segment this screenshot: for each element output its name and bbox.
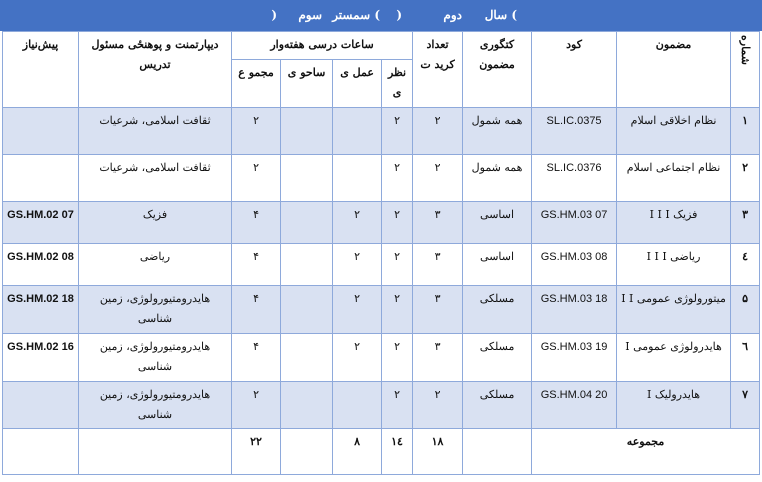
totals-credits: ۱۸ — [413, 429, 463, 475]
prerequisite-cell — [3, 382, 79, 429]
department-cell: فزیک — [79, 202, 232, 244]
row-number: ۱ — [731, 108, 760, 155]
totals-hours-empty — [281, 429, 333, 475]
category-cell: مسلکی — [463, 334, 532, 382]
header-number: شماره — [731, 32, 760, 108]
row-number: ۲ — [731, 155, 760, 202]
prerequisite-cell: GS.HM.02 08 — [3, 244, 79, 286]
header-weekly-hours: ساعات درسی هفته‌وار — [232, 32, 413, 60]
theory-cell: ۲ — [382, 334, 413, 382]
total-cell: ۴ — [232, 244, 281, 286]
header-practical: عمل ی — [333, 60, 382, 108]
hours-cell — [281, 202, 333, 244]
header-prerequisite: پیش‌نیاز — [3, 32, 79, 108]
hours-cell — [281, 108, 333, 155]
category-cell: همه شمول — [463, 108, 532, 155]
category-cell: اساسی — [463, 244, 532, 286]
credits-cell: ۲ — [413, 108, 463, 155]
practical-cell — [333, 108, 382, 155]
year-label: سال ( — [484, 8, 517, 22]
hours-cell — [281, 286, 333, 334]
code-cell: GS.HM.03 08 — [532, 244, 617, 286]
department-cell: ثقافت اسلامی، شرعیات — [79, 108, 232, 155]
table-row — [3, 382, 760, 429]
category-cell: اساسی — [463, 202, 532, 244]
table-row — [3, 334, 760, 382]
header-row — [3, 32, 760, 60]
subject-cell: ریاضی I I I — [617, 244, 731, 286]
category-cell: مسلکی — [463, 382, 532, 429]
department-cell: هایدرومتیورولوژی، زمین شناسی — [79, 286, 232, 334]
row-number: ٤ — [731, 244, 760, 286]
practical-cell: ۲ — [333, 286, 382, 334]
credits-cell: ۳ — [413, 202, 463, 244]
header-department: دیپارتمنت و پوهنځی مسئول تدریس — [79, 32, 232, 108]
theory-cell: ۲ — [382, 155, 413, 202]
practical-cell: ۲ — [333, 334, 382, 382]
department-cell: ثقافت اسلامی، شرعیات — [79, 155, 232, 202]
year-close: ) — [396, 8, 402, 22]
prerequisite-cell — [3, 108, 79, 155]
totals-theory: ۱٤ — [382, 429, 413, 475]
hours-cell — [281, 155, 333, 202]
header-code: کود — [532, 32, 617, 108]
title-bar — [0, 0, 762, 31]
header-credits: تعداد کرید ت — [413, 32, 463, 108]
prerequisite-cell: GS.HM.02 16 — [3, 334, 79, 382]
prerequisite-cell — [3, 155, 79, 202]
totals-total: ۲۲ — [232, 429, 281, 475]
table-row — [3, 244, 760, 286]
header-hours: ساحو ی — [281, 60, 333, 108]
total-cell: ۲ — [232, 108, 281, 155]
code-cell: SL.IC.0375 — [532, 108, 617, 155]
theory-cell: ۲ — [382, 382, 413, 429]
totals-category-empty — [463, 429, 532, 475]
totals-prerequisite-empty — [3, 429, 79, 475]
total-cell: ۴ — [232, 286, 281, 334]
practical-cell — [333, 382, 382, 429]
category-cell: همه شمول — [463, 155, 532, 202]
subject-cell: هایدرولیک I — [617, 382, 731, 429]
theory-cell: ۲ — [382, 286, 413, 334]
practical-cell — [333, 155, 382, 202]
practical-cell: ۲ — [333, 244, 382, 286]
credits-cell: ۳ — [413, 334, 463, 382]
code-cell: GS.HM.03 07 — [532, 202, 617, 244]
subject-cell: هایدرولوژی عمومی I — [617, 334, 731, 382]
header-subject: مضمون — [617, 32, 731, 108]
hours-cell — [281, 334, 333, 382]
table-row — [3, 108, 760, 155]
header-theory: نظر ی — [382, 60, 413, 108]
code-cell: GS.HM.03 19 — [532, 334, 617, 382]
category-cell: مسلکی — [463, 286, 532, 334]
credits-cell: ۳ — [413, 286, 463, 334]
total-cell: ۴ — [232, 202, 281, 244]
totals-department-empty — [79, 429, 232, 475]
row-number: ۵ — [731, 286, 760, 334]
semester-label: سمستر ( — [332, 8, 380, 22]
row-number: ۷ — [731, 382, 760, 429]
totals-row — [3, 429, 760, 475]
code-cell: GS.HM.04 20 — [532, 382, 617, 429]
subject-cell: فزیک I I I — [617, 202, 731, 244]
theory-cell: ۲ — [382, 108, 413, 155]
subject-cell: نظام اجتماعی اسلام — [617, 155, 731, 202]
code-cell: GS.HM.03 18 — [532, 286, 617, 334]
subject-cell: میتورولوژی عمومی I I — [617, 286, 731, 334]
prerequisite-cell: GS.HM.02 18 — [3, 286, 79, 334]
credits-cell: ۲ — [413, 155, 463, 202]
header-category: کتگوری مضمون — [463, 32, 532, 108]
semester-close: ) — [271, 8, 277, 22]
credits-cell: ۲ — [413, 382, 463, 429]
curriculum-table — [2, 31, 760, 475]
semester-value: سوم — [298, 8, 322, 22]
row-number: ۳ — [731, 202, 760, 244]
code-cell: SL.IC.0376 — [532, 155, 617, 202]
department-cell: ریاضی — [79, 244, 232, 286]
theory-cell: ۲ — [382, 244, 413, 286]
table-row — [3, 155, 760, 202]
table-row — [3, 286, 760, 334]
totals-practical: ۸ — [333, 429, 382, 475]
credits-cell: ۳ — [413, 244, 463, 286]
header-total: مجمو ع — [232, 60, 281, 108]
total-cell: ۲ — [232, 382, 281, 429]
totals-label: مجموعه — [532, 429, 760, 475]
department-cell: هایدرومتیورولوژی، زمین شناسی — [79, 334, 232, 382]
practical-cell: ۲ — [333, 202, 382, 244]
year-value: دوم — [443, 8, 462, 22]
total-cell: ۲ — [232, 155, 281, 202]
hours-cell — [281, 382, 333, 429]
department-cell: هایدرومتیورولوژی، زمین شناسی — [79, 382, 232, 429]
subject-cell: نظام اخلاقی اسلام — [617, 108, 731, 155]
prerequisite-cell: GS.HM.02 07 — [3, 202, 79, 244]
hours-cell — [281, 244, 333, 286]
total-cell: ۴ — [232, 334, 281, 382]
theory-cell: ۲ — [382, 202, 413, 244]
table-row — [3, 202, 760, 244]
row-number: ٦ — [731, 334, 760, 382]
